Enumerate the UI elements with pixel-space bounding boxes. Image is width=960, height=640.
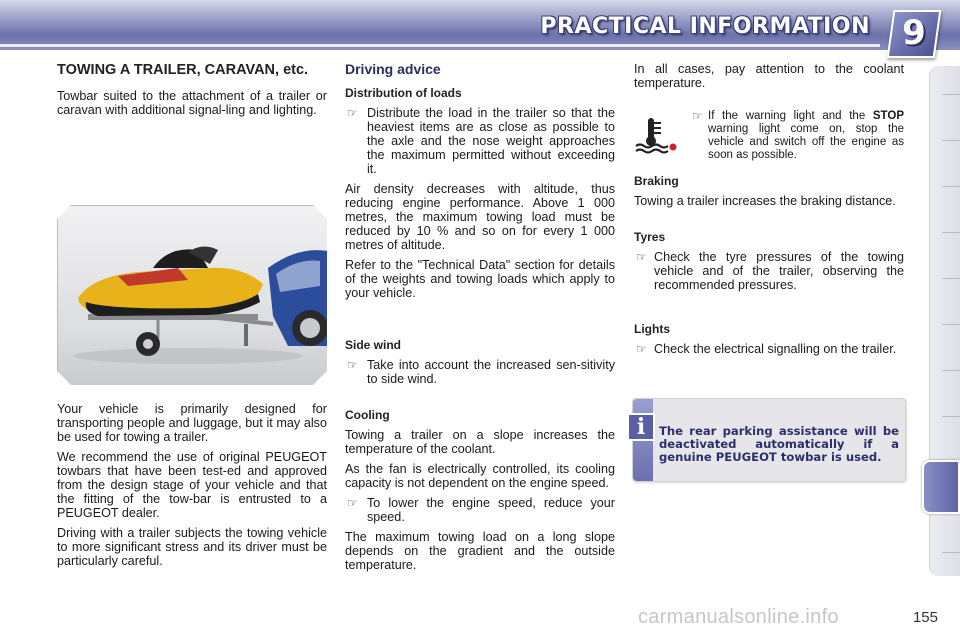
distribution-heading: Distribution of loads — [345, 86, 462, 100]
lights-heading: Lights — [634, 322, 670, 336]
info-icon: i — [627, 413, 655, 441]
hand-pointer-icon: ☞ — [636, 342, 647, 356]
header-line — [0, 44, 880, 47]
side-wind-bullet — [345, 358, 615, 386]
technical-data-text: Refer to the "Technical Data" section for details of the weights and towing loads which apply to your vehicle. — [345, 258, 615, 300]
chapter-number: 9 — [902, 13, 926, 53]
paragraph-towbars: We recommend the use of original PEUGEOT towbars that have been test-ed and approved from the design stage of your vehicle and that the fitting of the tow-bar is entrusted to a PEUGEOT dealer. — [57, 450, 327, 520]
column-1 — [57, 62, 327, 123]
lights-bullet — [634, 342, 904, 356]
coolant-temperature-icon — [634, 116, 678, 156]
side-wind-heading: Side wind — [345, 338, 402, 352]
column-2 — [345, 62, 615, 306]
distribution-bullet — [345, 106, 615, 176]
section-title: TOWING A TRAILER, CARAVAN, etc. — [57, 62, 309, 78]
warning-text-pre: If the warning light and the — [708, 110, 866, 122]
cooling-bullet — [345, 496, 615, 524]
warning-bullet — [690, 110, 904, 168]
paragraph-stress: Driving with a trailer subjects the towing vehicle to more significant stress and its driver must be particularly careful. — [57, 526, 327, 568]
cooling-bullet-text: To lower the engine speed, reduce your speed. — [367, 496, 615, 524]
info-box — [632, 398, 906, 482]
tyres-bullet — [634, 250, 904, 292]
hand-pointer-icon: ☞ — [347, 106, 358, 120]
column-3 — [634, 62, 904, 96]
page-title: PRACTICAL INFORMATION — [540, 14, 870, 39]
chapter-tab-active[interactable] — [922, 460, 960, 514]
air-density-text: Air density decreases with altitude, thus reducing engine performance. Above 1 000 metres, the maximum towing load must be reduced by 10 % and so on for every 1 000 metres of altitude. — [345, 182, 615, 252]
hand-pointer-icon: ☞ — [636, 250, 647, 264]
towing-photo — [57, 205, 329, 387]
column-1-lower — [57, 402, 327, 574]
hand-pointer-icon: ☞ — [347, 358, 358, 372]
cooling-text-2: As the fan is electrically controlled, its cooling capacity is not dependent on the engine speed. — [345, 462, 615, 490]
cooling-text-3: The maximum towing load on a long slope depends on the gradient and the outside temperature. — [345, 530, 615, 572]
jetski-trailer-illustration — [58, 206, 328, 386]
tyres-heading: Tyres — [634, 230, 666, 244]
braking-heading: Braking — [634, 174, 679, 188]
coolant-text: In all cases, pay attention to the coolant temperature. — [634, 62, 904, 90]
intro-text: Towbar suited to the attachment of a trailer or caravan with additional signal-ling and lighting. — [57, 89, 327, 117]
side-wind-text: Take into account the increased sen-sitivity to side wind. — [367, 358, 615, 386]
hand-pointer-icon: ☞ — [692, 109, 703, 123]
column-3-lower — [634, 174, 904, 362]
cooling-heading: Cooling — [345, 408, 390, 422]
hand-pointer-icon: ☞ — [347, 496, 358, 510]
lights-text: Check the electrical signalling on the trailer. — [654, 342, 897, 356]
paragraph-design: Your vehicle is primarily designed for transporting people and luggage, but it may also be used for towing a trailer. — [57, 402, 327, 444]
distribution-text: Distribute the load in the trailer so that the heaviest items are as close as possible to the axle and the nose weight approaches the maximum permitted without exceeding it. — [367, 106, 615, 176]
driving-advice-heading: Driving advice — [345, 61, 441, 77]
watermark: carmanualsonline.info — [638, 606, 839, 628]
cooling-text-1: Towing a trailer on a slope increases the temperature of the coolant. — [345, 428, 615, 456]
warning-text-post: warning light come on, stop the vehicle and switch off the engine as soon as possible. — [708, 123, 904, 161]
stop-label: STOP — [872, 110, 904, 122]
braking-text: Towing a trailer increases the braking distance. — [634, 194, 896, 208]
page-number: 155 — [912, 609, 938, 626]
column-2-lower — [345, 338, 615, 578]
tyres-text: Check the tyre pressures of the towing vehicle and of the trailer, observing the recommended pressures. — [654, 250, 904, 292]
info-text: The rear parking assistance will be deactivated automatically if a genuine PEUGEOT towbar is used. — [659, 424, 899, 464]
